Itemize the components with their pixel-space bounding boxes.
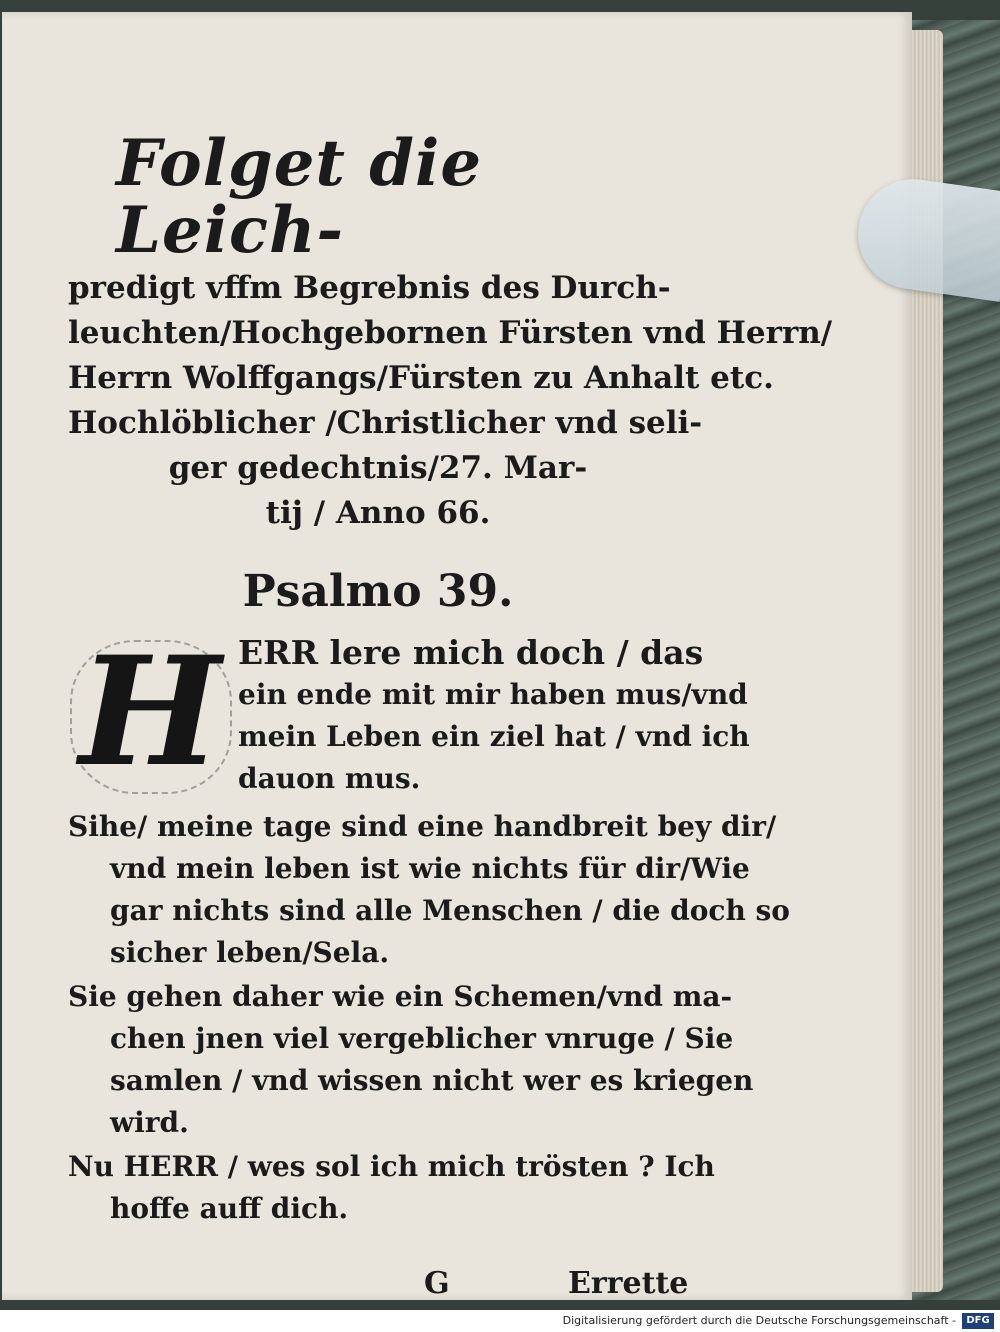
page-text [68, 126, 833, 1310]
verse-line: hoffe auff dich. [110, 1192, 349, 1226]
document-title: Folget die Leich- [116, 126, 483, 269]
heading-line: leuchten/Hochgebornen Fürsten vnd Herrn/ [68, 315, 833, 352]
heading-line: ger gedechtnis/27. Mar- [168, 450, 588, 487]
book-page [2, 12, 912, 1300]
heading-line: Herrn Wolffgangs/Fürsten zu Anhalt etc. [68, 360, 774, 397]
verse-line: ein ende mit mir haben mus/vnd [238, 678, 748, 712]
verse-line: samlen / vnd wissen nicht wer es kriegen [110, 1064, 754, 1098]
dfg-logo-icon: DFG [962, 1313, 994, 1329]
verse-line: vnd mein leben ist wie nichts für dir/Wie [110, 852, 750, 886]
catchword: Errette [568, 1266, 689, 1302]
verse-line: wird. [110, 1106, 189, 1140]
decorated-initial: H [79, 624, 221, 801]
heading-line: Hochlöblicher /Christlicher vnd seli- [68, 405, 703, 442]
verse-2 [68, 806, 790, 974]
verse-4 [68, 1146, 715, 1230]
verse-line: Nu HERR / wes sol ich mich trösten ? Ich [68, 1150, 715, 1184]
verse-line: mein Leben ein ziel hat / vnd ich [238, 720, 750, 754]
heading-lines [68, 266, 833, 536]
heading-line: predigt vffm Begrebnis des Durch- [68, 270, 671, 307]
page-foot [68, 1266, 688, 1310]
psalm-title: Psalmo 39. [242, 566, 514, 618]
signature-mark: G [424, 1266, 450, 1302]
verse-line: chen jnen viel vergeblicher vnruge / Sie [110, 1022, 734, 1056]
verse-line: gar nichts sind alle Menschen / die doch so [110, 894, 790, 928]
heading-line: tij / Anno 66. [265, 495, 491, 532]
verse-line: Sihe/ meine tage sind eine handbreit bey dir/ [68, 810, 777, 844]
verse-line: sicher leben/Sela. [110, 936, 390, 970]
verse-line: Sie gehen daher wie ein Schemen/vnd ma- [68, 980, 733, 1014]
verse-3 [68, 976, 754, 1144]
funding-credit: Digitalisierung gefördert durch die Deutsche Forschungsgemeinschaft - [562, 1314, 956, 1327]
credit-footer [0, 1310, 1000, 1332]
verse-1-lines [238, 632, 750, 800]
verse-line: ERR lere mich doch / das [238, 633, 704, 673]
verse-1 [68, 624, 750, 804]
verse-line: dauon mus. [238, 762, 421, 796]
